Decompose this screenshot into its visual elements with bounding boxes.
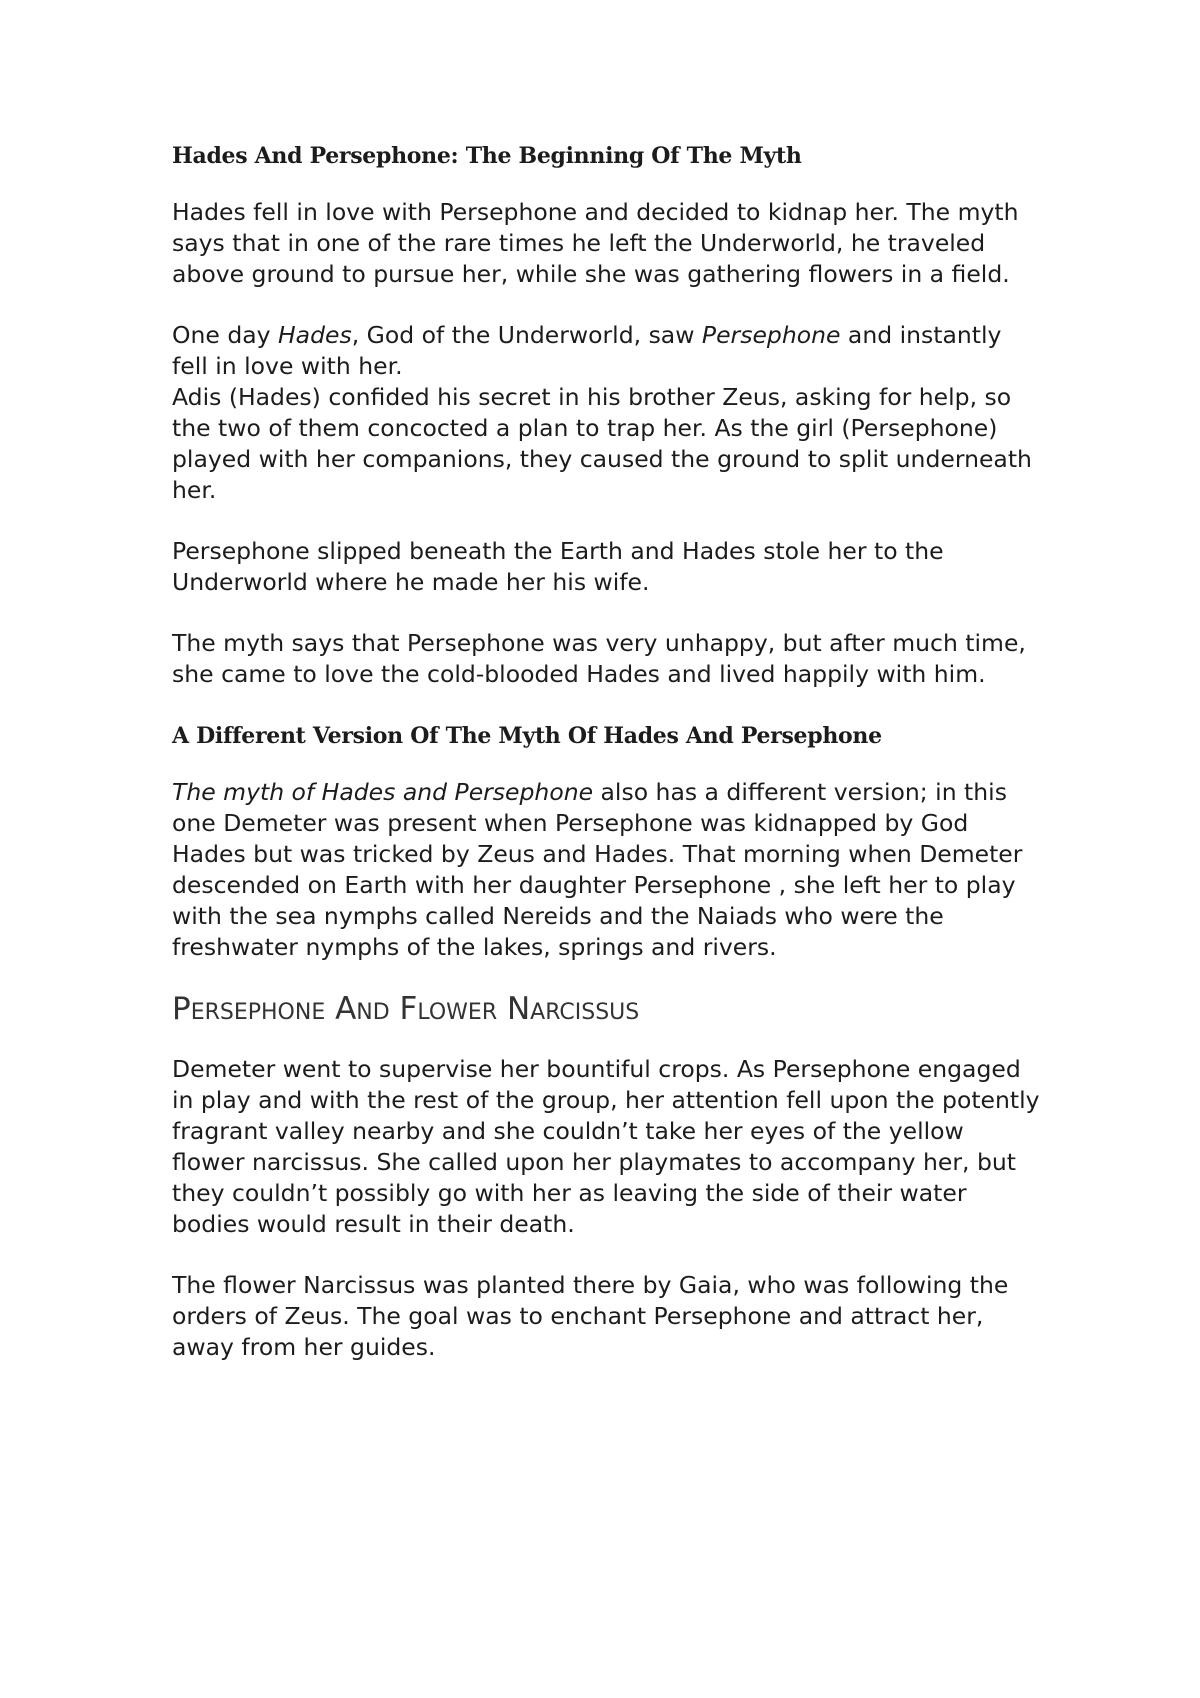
paragraph-bountiful-crops: Demeter went to supervise her bountiful crops. As Persephone engaged in play and with the rest of the group, her attention fell upon the potently fragrant valley nearby and she couldn’t take her eyes of the yellow flower narcissus. She called upon her playmates to accompany her, but they couldn’t possibly go with her as leaving the side of their water bodies would result in their death. [172, 1055, 1040, 1238]
paragraph-gaia: The flower Narcissus was planted there by Gaia, who was following the orders of Zeus. The goal was to enchant Persephone and attract her, away from her guides. [172, 1271, 1009, 1361]
italic-persephone: Persephone [701, 321, 841, 349]
paragraph-adis: Adis (Hades) confided his secret in his brother Zeus, asking for help, so the two of them concocted a plan to trap her. As the girl (Persephone) played with her companions, they caused the ground to split underneath her. [172, 383, 1032, 504]
document-body [172, 140, 1042, 1363]
section-heading-different-version: A Different Version Of The Myth Of Hades And Persephone [172, 723, 882, 749]
paragraph-slipped: Persephone slipped beneath the Earth and Hades stole her to the Underworld where he made her his wife. [172, 537, 944, 596]
section-heading-narcissus: Persephone And Flower Narcissus [172, 991, 640, 1027]
italic-hades: Hades [278, 321, 352, 349]
paragraph-different-version: The myth of Hades and Persephone also has a different version; in this one Demeter was present when Persephone was kidnapped by God Hades but was tricked by Zeus and Hades. That morning when Demeter descended on Earth with her daughter Persephone , she left her to play with the sea nymphs called Nereids and the Naiads who were the freshwater nymphs of the lakes, springs and rivers. [172, 778, 1023, 961]
paragraph-one-day: One day Hades, God of the Underworld, saw Persephone and instantly fell in love with her. [172, 321, 1002, 380]
italic-myth-title: The myth of Hades and Persephone [172, 778, 594, 806]
section-heading-beginning: Hades And Persephone: The Beginning Of The Myth [172, 143, 802, 169]
paragraph-kidnap: Hades fell in love with Persephone and decided to kidnap her. The myth says that in one of the rare times he left the Underworld, he traveled above ground to pursue her, while she was gathering flowers in a field. [172, 198, 1019, 288]
paragraph-unhappy: The myth says that Persephone was very unhappy, but after much time, she came to love the cold-blooded Hades and lived happily with him. [172, 629, 1026, 688]
